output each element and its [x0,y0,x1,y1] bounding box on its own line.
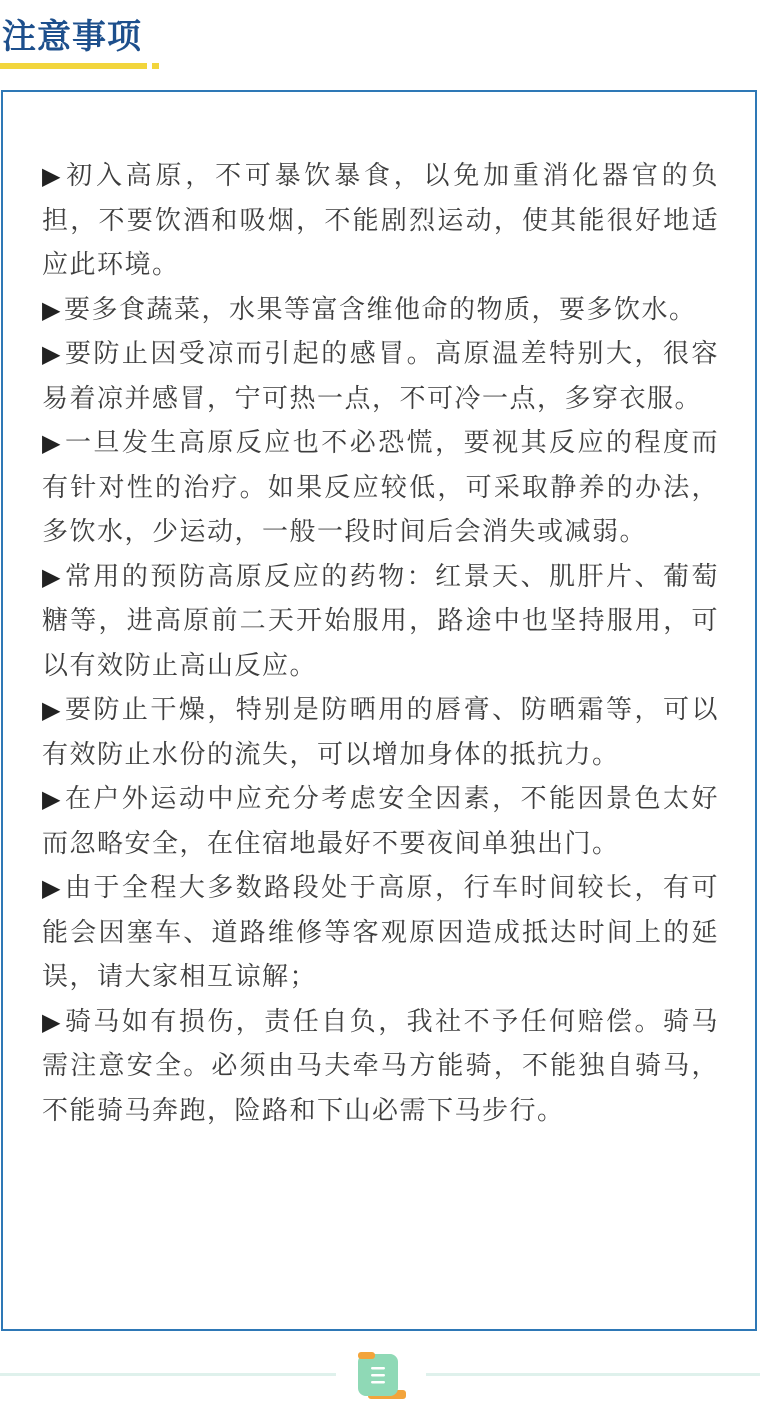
note-text: 一旦发生高原反应也不必恐慌，要视其反应的程度而有针对性的治疗。如果反应较低，可采取静养的办法，多饮水，少运动，一般一段时间后会消失或减弱。 [42,428,719,547]
note-item [42,555,719,689]
bullet-triangle-icon: ▶ [42,874,63,902]
bullet-triangle-icon: ▶ [42,562,63,591]
bullet-triangle-icon: ▶ [42,295,62,324]
footer-divider-left [0,1373,336,1376]
note-item [42,866,719,1000]
note-text: 骑马如有损伤，责任自负，我社不予任何赔偿。骑马需注意安全。必须由马夫牵马方能骑，不能独自骑马，不能骑马奔跑，险路和下山必需下马步行。 [42,1006,719,1126]
bullet-triangle-icon: ▶ [42,785,63,813]
bullet-triangle-icon: ▶ [42,1007,63,1036]
bullet-triangle-icon: ▶ [42,696,63,724]
section-header [0,0,760,80]
note-text: 要多食蔬菜，水果等富含维他命的物质，要多饮水。 [63,294,697,325]
note-item [42,421,719,555]
note-item [42,688,719,777]
bullet-triangle-icon: ▶ [42,429,63,457]
note-text: 在户外运动中应充分考虑安全因素，不能因景色太好而忽略安全，在住宿地最好不要夜间单独出门。 [42,784,719,859]
note-text: 由于全程大多数路段处于高原，行车时间较长，有可能会因塞车、道路维修等客观原因造成抵达时间上的延误，请大家相互谅解； [42,873,719,992]
bullet-triangle-icon: ▶ [42,162,65,190]
section-title: 注意事项 [2,17,142,57]
notes-list [42,154,719,1133]
title-underline-dot [152,63,159,69]
note-text: 要防止干燥，特别是防晒用的唇膏、防晒霜等，可以有效防止水份的流失，可以增加身体的抵抗力。 [42,695,719,770]
note-text: 初入高原，不可暴饮暴食，以免加重消化器官的负担，不要饮酒和吸烟，不能剧烈运动，使其能很好地适应此环境。 [42,161,719,280]
note-item [42,154,719,288]
note-text: 要防止因受凉而引起的感冒。高原温差特别大，很容易着凉并感冒，宁可热一点，不可冷一点，多穿衣服。 [42,339,719,414]
title-underline [0,63,147,69]
footer-divider-right [426,1373,760,1376]
note-item [42,777,719,866]
note-item [42,332,719,421]
note-text: 常用的预防高原反应的药物：红景天、肌肝片、葡萄糖等，进高原前二天开始服用，路途中也坚持服用，可以有效防止高山反应。 [42,561,719,681]
note-item [42,288,719,333]
bullet-triangle-icon: ▶ [42,340,63,368]
note-item [42,1000,719,1134]
scroll-icon [356,1350,408,1400]
